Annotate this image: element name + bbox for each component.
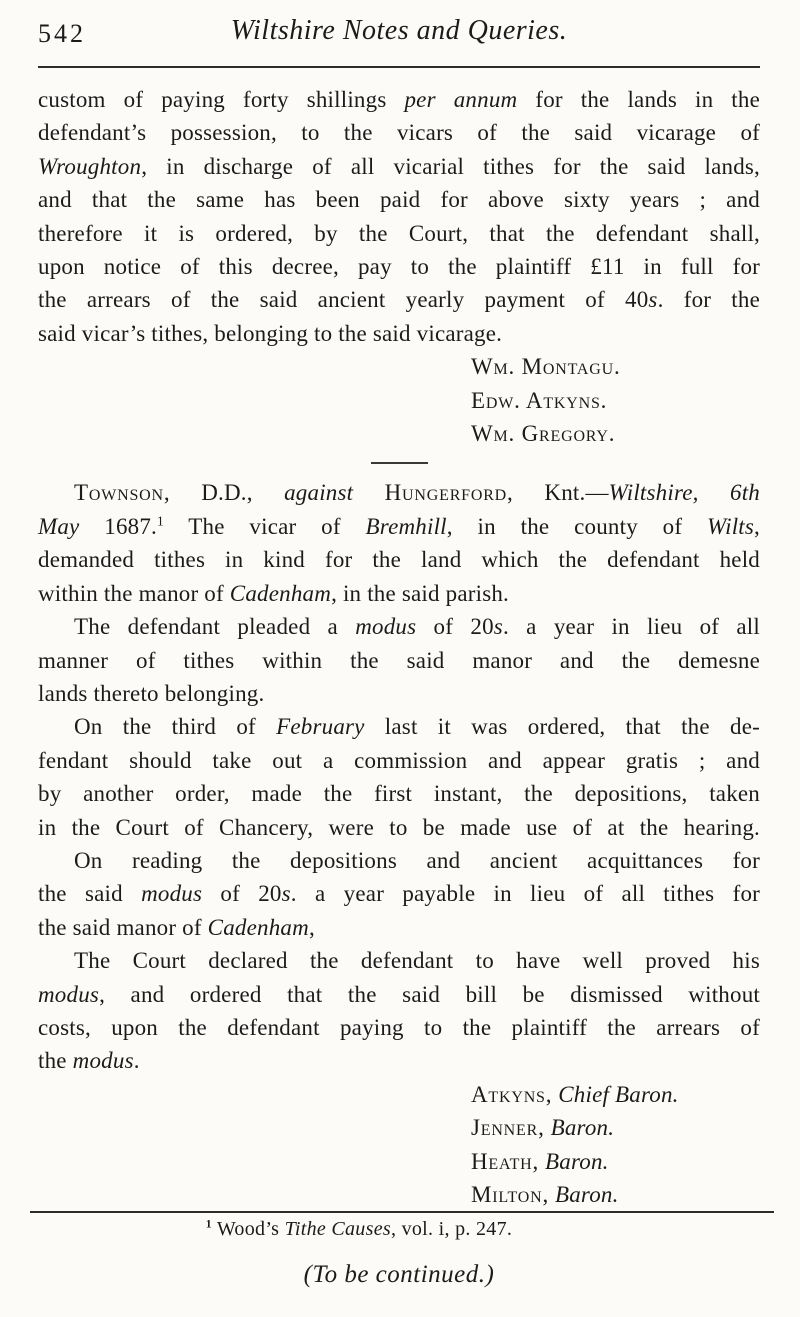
- text-line: said vicar’s tithes, belonging to the said vicarage.: [38, 320, 503, 346]
- text-line: in the Court of Chancery, were to be made use of at the hearing.: [38, 814, 760, 840]
- text-line: Heath, Baron.: [471, 1148, 609, 1174]
- paragraph-custom-of-paying: [38, 83, 760, 350]
- section-divider: [371, 462, 428, 464]
- to-be-continued: (To be continued.): [303, 1261, 495, 1289]
- text-line: Wroughton, in discharge of all vicarial tithes for the said lands,: [38, 153, 760, 179]
- text-line: The Court declared the defendant to have well proved his: [74, 948, 760, 974]
- text-line: Wm. Gregory.: [471, 421, 616, 447]
- text-line: and that the same has been paid for above sixty years ; and: [38, 187, 760, 213]
- page-body: [38, 83, 760, 1211]
- text-line: lands thereto belonging.: [38, 680, 265, 706]
- text-line: fendant should take out a commission and appear gratis ; and: [38, 747, 760, 773]
- footnote: $^1$ Wood’s Tithe Causes, vol. i, p. 247.: [205, 1217, 513, 1241]
- header-rule: [38, 66, 760, 68]
- text-line: modus, and ordered that the said bill be dismissed without: [38, 981, 760, 1007]
- paragraph-defendant-pleaded: [38, 610, 760, 710]
- text-line: Atkyns, Chief Baron.: [471, 1081, 679, 1107]
- text-line: the arrears of the said ancient yearly payment of 40s. for the: [38, 287, 761, 313]
- paragraph-court-declared: [38, 944, 760, 1078]
- text-line: the modus.: [38, 1048, 140, 1074]
- paragraph-townson-v-hungerford: [38, 476, 760, 610]
- text-line: within the manor of Cadenham, in the said parish.: [38, 580, 510, 606]
- text-line: The defendant pleaded a modus of 20s. a year in lieu of all: [74, 614, 760, 640]
- text-line: Townson, D.D., against Hungerford, Knt.—Wiltshire, 6th: [74, 480, 761, 506]
- text-line: the said manor of Cadenham,: [38, 914, 315, 940]
- text-line: On the third of February last it was ordered, that the de-: [74, 714, 760, 740]
- text-line: manner of tithes within the said manor and the demesne: [38, 647, 760, 673]
- paragraph-third-of-february: [38, 710, 760, 844]
- page-number: 542: [38, 19, 86, 48]
- text-line: demanded tithes in kind for the land which the defendant held: [38, 547, 760, 573]
- text-line: Edw. Atkyns.: [471, 387, 608, 413]
- page-header: [38, 13, 760, 59]
- text-line: custom of paying forty shillings per annum for the lands in the: [38, 87, 760, 112]
- text-line: Milton, Baron.: [471, 1182, 619, 1207]
- signature-block-first: [471, 350, 760, 450]
- signature-block-second: [471, 1078, 760, 1212]
- running-title: Wiltshire Notes and Queries.: [230, 15, 568, 46]
- paragraph-on-reading-depositions: [38, 844, 760, 944]
- text-line: May 1687.$^1$ The vicar of Bremhill, in the county of Wilts,: [38, 513, 760, 539]
- text-line: costs, upon the defendant paying to the plaintiff the arrears of: [38, 1014, 760, 1040]
- text-line: therefore it is ordered, by the Court, that the defendant shall,: [38, 220, 760, 246]
- text-line: by another order, made the first instant, the depositions, taken: [38, 781, 760, 807]
- text-line: Jenner, Baron.: [471, 1115, 615, 1141]
- text-line: upon notice of this decree, pay to the plaintiff £11 in full for: [38, 254, 760, 280]
- text-line: defendant’s possession, to the vicars of the said vicarage of: [38, 120, 760, 146]
- footnote-rule: [30, 1211, 774, 1213]
- text-line: Wm. Montagu.: [471, 354, 621, 380]
- text-line: On reading the depositions and ancient acquittances for: [74, 847, 760, 873]
- text-line: the said modus of 20s. a year payable in lieu of all tithes for: [38, 881, 761, 907]
